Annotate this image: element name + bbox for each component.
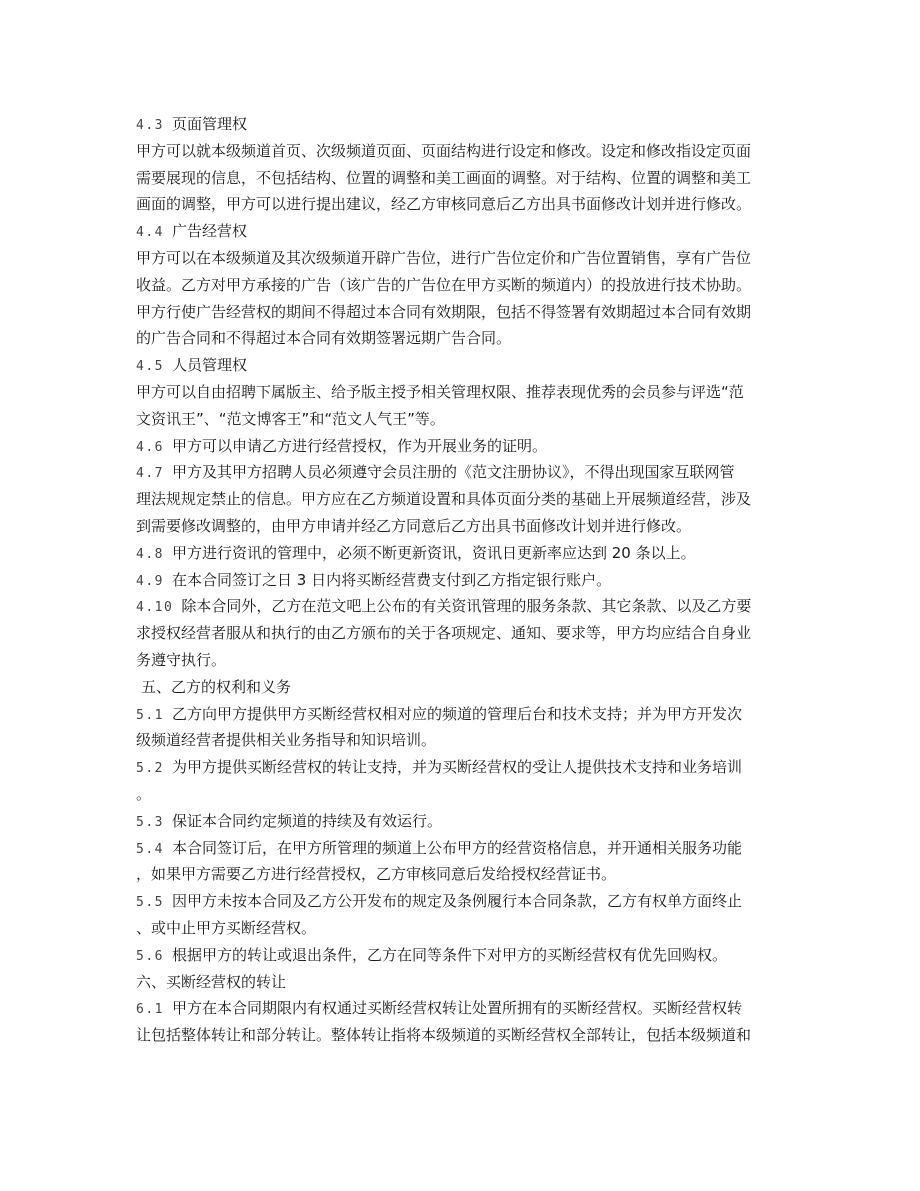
clause-line: [136, 218, 786, 245]
line-text: 人员管理权: [171, 356, 247, 375]
line-text: 理法规规定禁止的信息。甲方应在乙方频道设置和具体页面分类的基础上开展频道经营，涉及: [136, 490, 752, 509]
line-text: 甲方可以在本级频道及其次级频道开辟广告位，进行广告位定价和广告位置销售，享有广告位: [136, 248, 752, 267]
text-line: [136, 325, 786, 352]
text-line: [136, 379, 786, 406]
clause-number: 4.4: [136, 225, 164, 241]
line-text: 甲方可以申请乙方进行经营授权，作为开展业务的证明。: [171, 436, 547, 455]
line-text: 求授权经营者服从和执行的由乙方颁布的关于各项规定、通知、要求等，甲方均应结合自身业: [136, 624, 752, 643]
clause-number: 4.7: [136, 466, 164, 482]
line-text: 根据甲方的转让或退出条件，乙方在同等条件下对甲方的买断经营权有优先回购权。: [171, 945, 727, 964]
line-text: 六、买断经营权的转让: [136, 972, 287, 991]
clause-line: [136, 433, 786, 460]
clause-number: 5.3: [136, 814, 164, 830]
clause-number: 5.4: [136, 841, 164, 857]
clause-line: [136, 808, 786, 835]
text-line: [136, 915, 786, 942]
clause-line: [136, 540, 786, 567]
text-line: [136, 620, 786, 647]
line-text: 甲方可以自由招聘下属版主、给予版主授予相关管理权限、推荐表现优秀的会员参与评选“范: [136, 382, 744, 401]
line-text: 。: [136, 784, 152, 803]
clause-line: [136, 995, 786, 1022]
line-text: ，如果甲方需要乙方进行经营授权，乙方审核同意后发给授权经营证书。: [136, 865, 617, 884]
line-text: 甲方在本合同期限内有权通过买断经营权转让处置所拥有的买断经营权。买断经营权转: [171, 999, 742, 1018]
clause-number: 4.8: [136, 546, 164, 562]
document-body: [136, 111, 786, 1049]
clause-line: [136, 888, 786, 915]
line-text: 页面管理权: [171, 115, 247, 133]
line-text: 乙方向甲方提供甲方买断经营权相对应的频道的管理后台和技术支持；并为甲方开发次: [171, 704, 742, 723]
clause-line: [136, 111, 786, 138]
clause-number: 4.10: [136, 600, 174, 616]
text-line: [136, 647, 786, 674]
text-line: [136, 406, 786, 433]
line-text: 、或中止甲方买断经营权。: [136, 918, 317, 937]
text-line: [136, 299, 786, 326]
clause-line: [136, 567, 786, 594]
text-line: [136, 138, 786, 165]
line-text: 五、乙方的权利和义务: [141, 677, 292, 696]
line-text: 保证本合同约定频道的持续及有效运行。: [171, 811, 442, 830]
clause-number: 6.1: [136, 1002, 164, 1018]
line-text: 到需要修改调整的，由甲方申请并经乙方同意后乙方出具书面修改计划并进行修改。: [136, 516, 692, 535]
clause-number: 4.3: [136, 118, 164, 133]
clause-number: 4.9: [136, 573, 164, 589]
clause-number: 5.6: [136, 948, 164, 964]
line-text: 甲方可以就本级频道首页、次级频道页面、页面结构进行设定和修改。设定和修改指设定页面: [136, 141, 752, 160]
clause-line: [136, 352, 786, 379]
line-text: 除本合同外，乙方在范文吧上公布的有关资讯管理的服务条款、其它条款、以及乙方要: [181, 597, 752, 616]
line-text: 让包括整体转让和部分转让。整体转让指将本级频道的买断经营权全部转让，包括本级频道和: [136, 1026, 752, 1045]
line-text: 为甲方提供买断经营权的转让支持，并为买断经营权的受让人提供技术支持和业务培训: [171, 758, 742, 777]
clause-line: [136, 593, 786, 620]
clause-number: 5.5: [136, 895, 164, 911]
line-text: 甲方及其甲方招聘人员必须遵守会员注册的《范文注册协议》，不得出现国家互联网管: [171, 463, 735, 482]
clause-line: [136, 754, 786, 781]
line-text: 甲方进行资讯的管理中，必须不断更新资讯，资讯日更新率应达到 20 条以上。: [171, 543, 696, 562]
text-line: [136, 191, 786, 218]
clause-number: 5.1: [136, 707, 164, 723]
line-text: 画面的调整，甲方可以进行提出建议，经乙方审核同意后乙方出具书面修改计划并进行修改。: [136, 195, 752, 214]
line-text: 需要展现的信息，不包括结构、位置的调整和美工画面的调整。对于结构、位置的调整和美工: [136, 168, 752, 187]
text-line: [136, 1022, 786, 1049]
text-line: [136, 674, 786, 701]
text-line: [136, 513, 786, 540]
line-text: 在本合同签订之日 3 日内将买断经营费支付到乙方指定银行账户。: [171, 570, 612, 589]
clause-number: 4.5: [136, 359, 164, 375]
text-line: [136, 245, 786, 272]
text-line: [136, 272, 786, 299]
line-text: 文资讯王”、“范文博客王”和“范文人气王”等。: [136, 409, 445, 428]
line-text: 因甲方未按本合同及乙方公开发布的规定及条例履行本合同条款，乙方有权单方面终止: [171, 892, 742, 911]
line-text: 广告经营权: [171, 222, 247, 241]
text-line: [136, 727, 786, 754]
clause-number: 5.2: [136, 761, 164, 777]
clause-line: [136, 459, 786, 486]
clause-line: [136, 942, 786, 969]
text-line: [136, 861, 786, 888]
clause-line: [136, 835, 786, 862]
clause-line: [136, 701, 786, 728]
text-line: [136, 781, 786, 808]
line-text: 甲方行使广告经营权的期间不得超过本合同有效期限，包括不得签署有效期超过本合同有效期: [136, 302, 752, 321]
text-line: [136, 486, 786, 513]
line-text: 收益。乙方对甲方承接的广告（该广告的广告位在甲方买断的频道内）的投放进行技术协助。: [136, 275, 752, 294]
clause-number: 4.6: [136, 439, 164, 455]
line-text: 的广告合同和不得超过本合同有效期签署远期广告合同。: [136, 329, 512, 348]
text-line: [136, 969, 786, 996]
line-text: 本合同签订后，在甲方所管理的频道上公布甲方的经营资格信息，并开通相关服务功能: [171, 838, 742, 857]
line-text: 级频道经营者提供相关业务指导和知识培训。: [136, 731, 437, 750]
text-line: [136, 165, 786, 192]
line-text: 务遵守执行。: [136, 650, 227, 669]
